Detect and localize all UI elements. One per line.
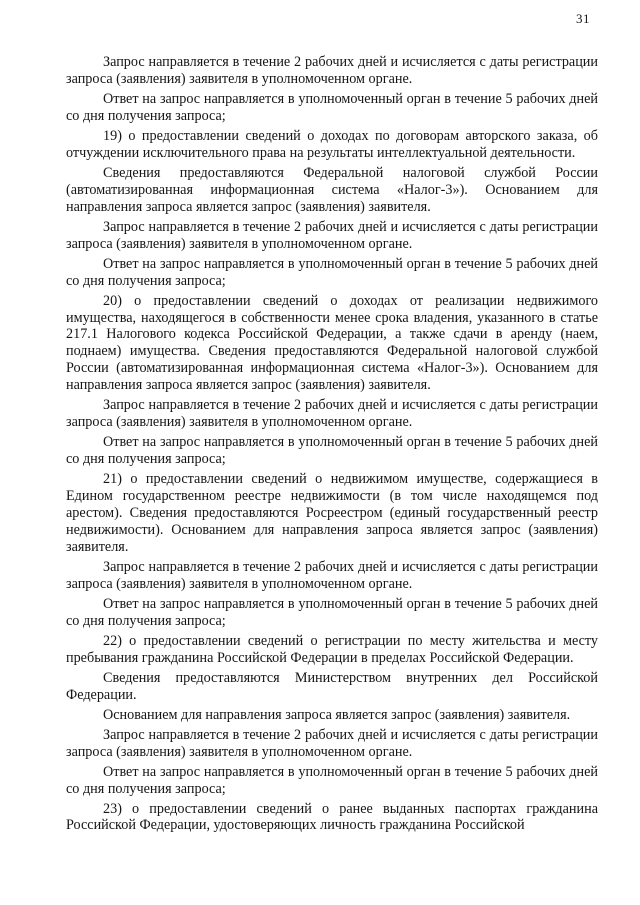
page-number: 31 xyxy=(576,11,590,26)
paragraph: Сведения предоставляются Министерством внутренних дел Российской Федерации. xyxy=(66,669,598,703)
paragraph: Ответ на запрос направляется в уполномоченный орган в течение 5 рабочих дней со дня получения запроса; xyxy=(66,595,598,629)
paragraph: Запрос направляется в течение 2 рабочих дней и исчисляется с даты регистрации запроса (заявления) заявителя в уполномоченном органе. xyxy=(66,54,598,87)
list-item-21: 21) о предоставлении сведений о недвижимом имуществе, содержащиеся в Едином государственном реестре недвижимости (в том числе находящемся под арестом). Сведения предоставляются Росреестром (единый государственный реестр недвижимости). Основанием для направления запроса является запрос (заявления) заявителя. xyxy=(66,471,598,555)
paragraph: Запрос направляется в течение 2 рабочих дней и исчисляется с даты регистрации запроса (заявления) заявителя в уполномоченном органе. xyxy=(66,726,598,760)
list-item-20: 20) о предоставлении сведений о доходах от реализации недвижимого имущества, находящегося в собственности менее срока владения, указанного в статье 217.1 Налогового кодекса Российской Федерации, а также сдачи в аренду (наем, поднаем) имущества. Сведения предоставляются Федеральной налоговой службой России (автоматизированная информационная система «Налог-3»). Основанием для направления запроса является запрос (заявления) заявителя. xyxy=(66,292,598,394)
paragraph: Ответ на запрос направляется в уполномоченный орган в течение 5 рабочих дней со дня получения запроса; xyxy=(66,255,598,289)
document-body xyxy=(66,54,598,834)
paragraph: Запрос направляется в течение 2 рабочих дней и исчисляется с даты регистрации запроса (заявления) заявителя в уполномоченном органе. xyxy=(66,397,598,431)
list-item-22: 22) о предоставлении сведений о регистрации по месту жительства и месту пребывания гражданина Российской Федерации в пределах Российской Федерации. xyxy=(66,632,598,666)
paragraph: Запрос направляется в течение 2 рабочих дней и исчисляется с даты регистрации запроса (заявления) заявителя в уполномоченном органе. xyxy=(66,218,598,252)
list-item-23: 23) о предоставлении сведений о ранее выданных паспортах гражданина Российской Федерации, удостоверяющих личность гражданина Российской xyxy=(66,800,598,834)
list-item-19: 19) о предоставлении сведений о доходах по договорам авторского заказа, об отчуждении исключительного права на результаты интеллектуальной деятельности. xyxy=(66,127,598,161)
paragraph: Ответ на запрос направляется в уполномоченный орган в течение 5 рабочих дней со дня получения запроса; xyxy=(66,763,598,797)
paragraph: Ответ на запрос направляется в уполномоченный орган в течение 5 рабочих дней со дня получения запроса; xyxy=(66,90,598,124)
paragraph: Ответ на запрос направляется в уполномоченный орган в течение 5 рабочих дней со дня получения запроса; xyxy=(66,434,598,468)
paragraph: Запрос направляется в течение 2 рабочих дней и исчисляется с даты регистрации запроса (заявления) заявителя в уполномоченном органе. xyxy=(66,558,598,592)
paragraph: Сведения предоставляются Федеральной налоговой службой России (автоматизированная информационная система «Налог-3»). Основанием для направления запроса является запрос (заявления) заявителя. xyxy=(66,164,598,215)
paragraph: Основанием для направления запроса является запрос (заявления) заявителя. xyxy=(103,706,571,723)
